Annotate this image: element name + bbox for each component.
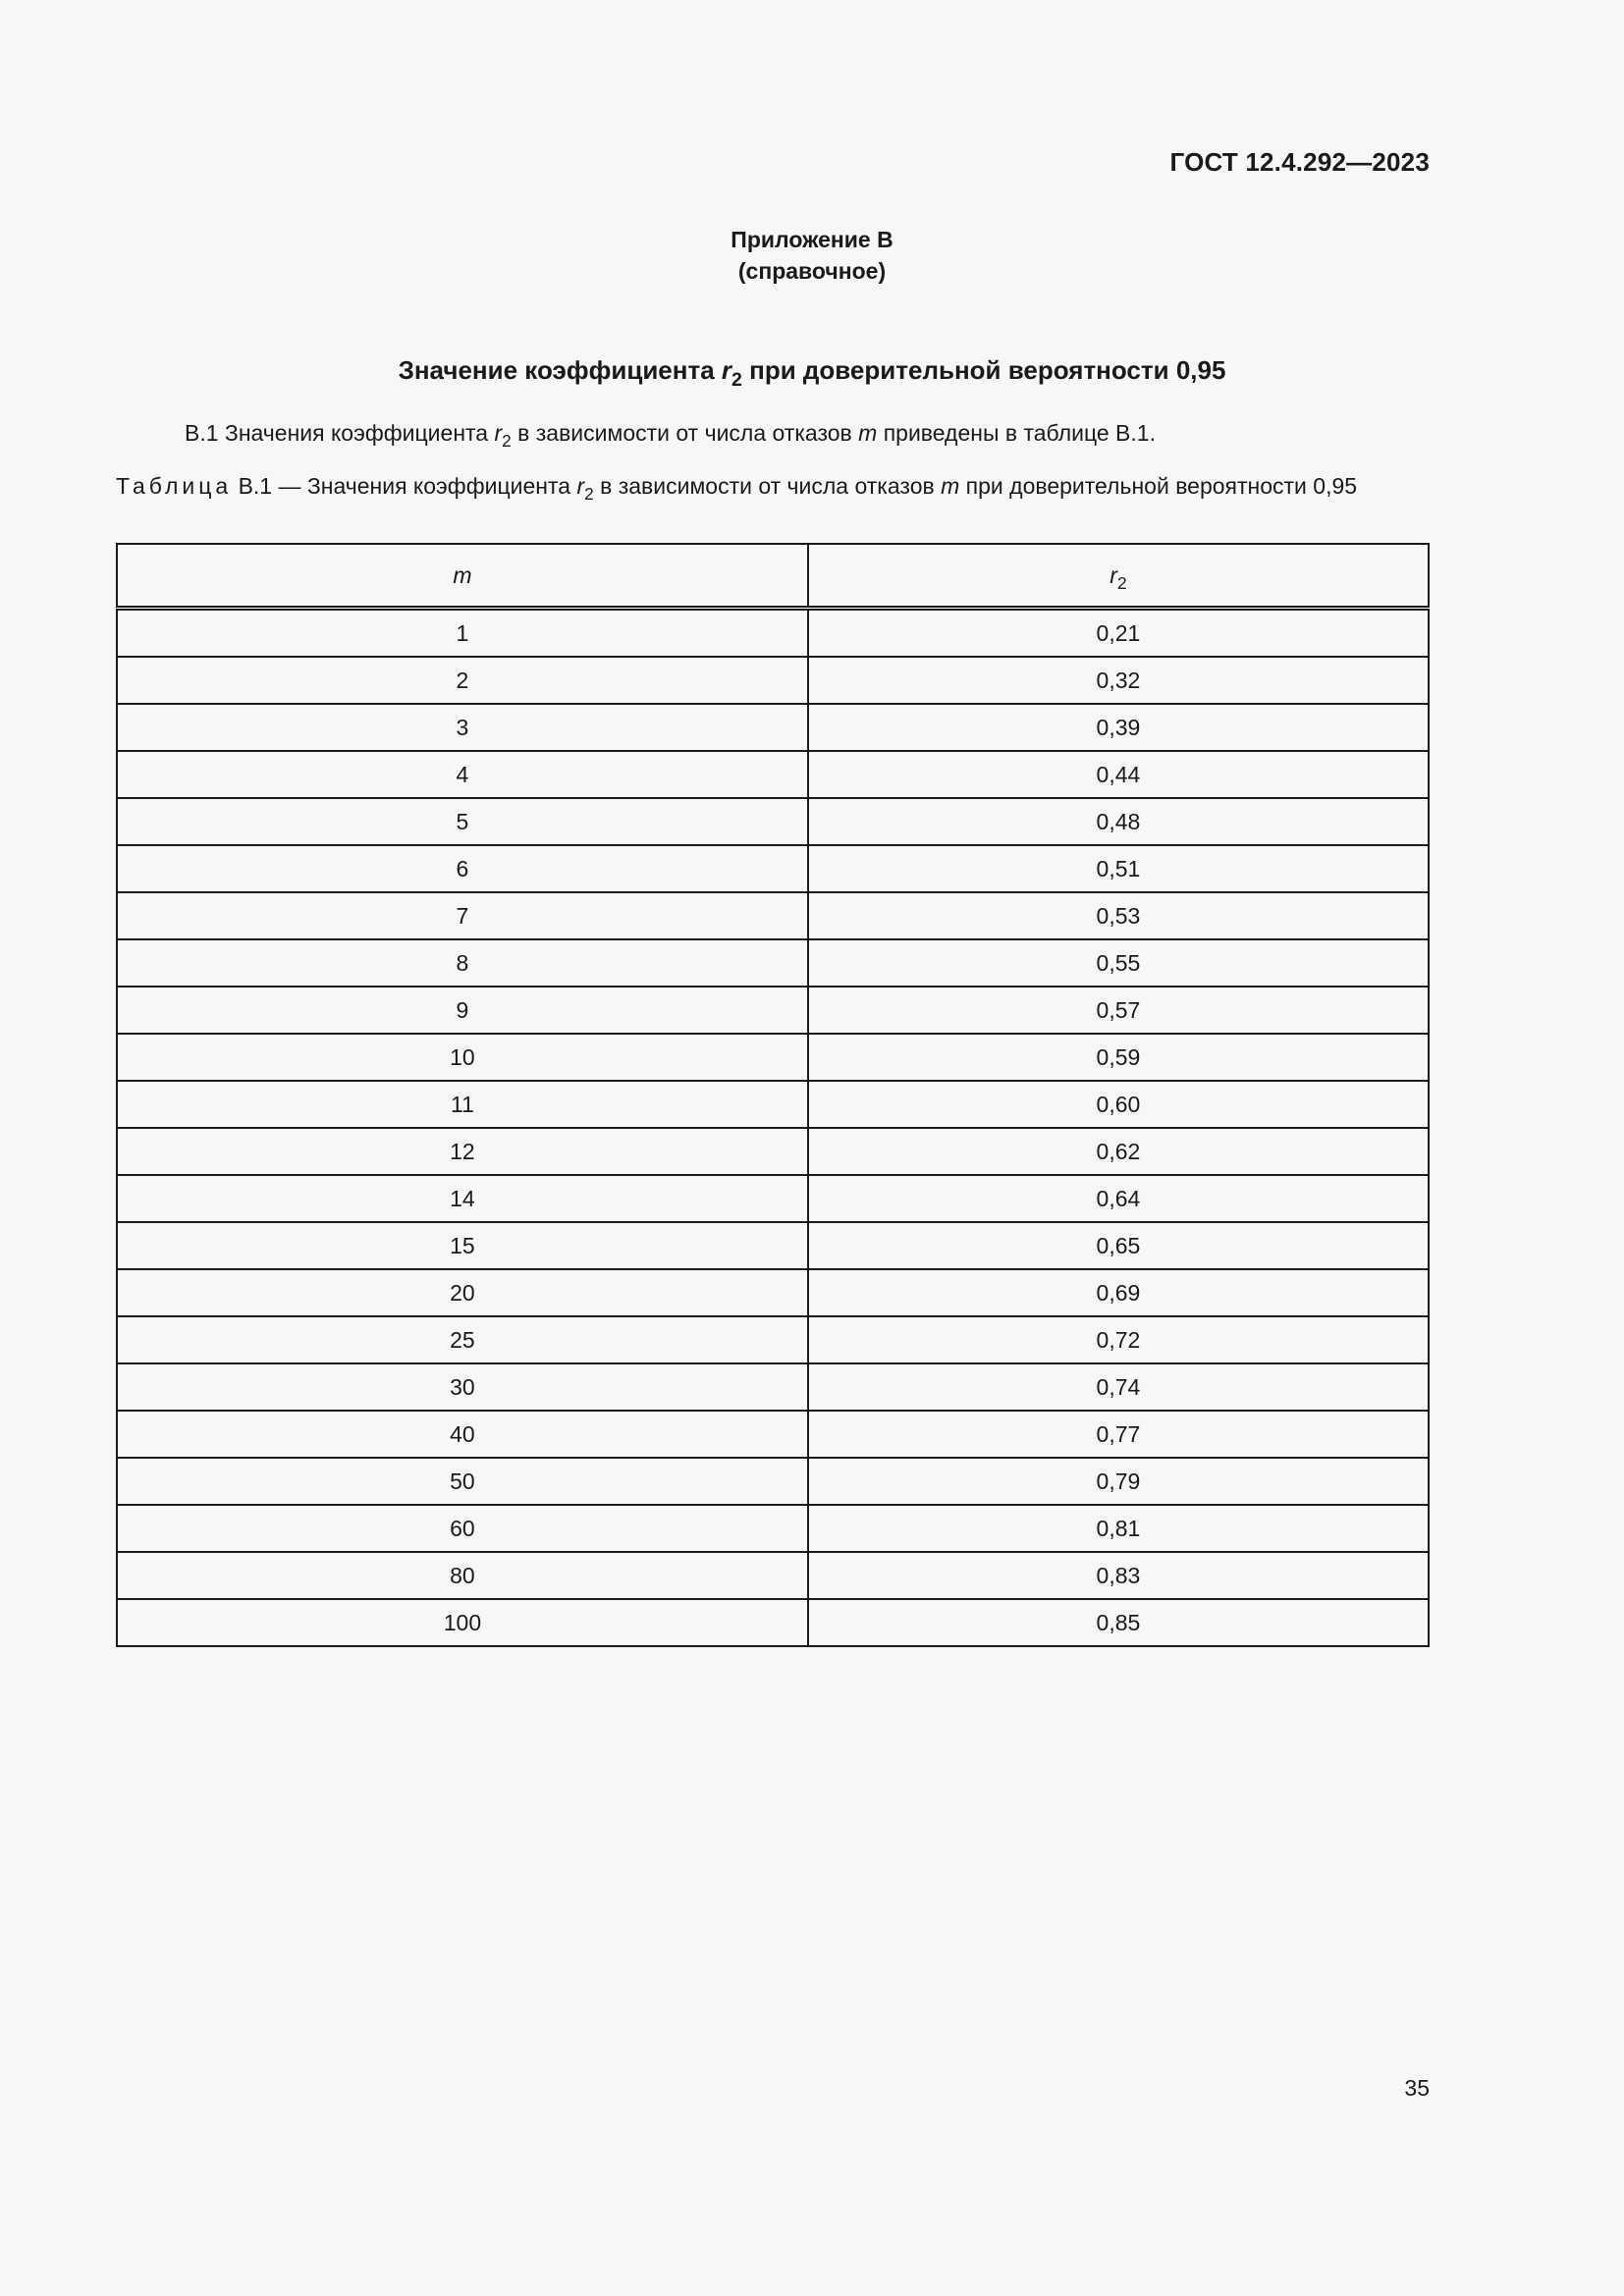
table-row <box>117 798 1429 845</box>
cell-m: 7 <box>117 892 808 939</box>
table-row <box>117 1599 1429 1646</box>
cell-m: 15 <box>117 1222 808 1269</box>
table-body <box>117 609 1429 1647</box>
page-number: 35 <box>1404 2075 1430 2101</box>
table-row <box>117 1411 1429 1458</box>
cell-r2: 0,69 <box>808 1269 1429 1316</box>
appendix-heading <box>0 224 1624 287</box>
table-row <box>117 892 1429 939</box>
cell-r2: 0,62 <box>808 1128 1429 1175</box>
table-row <box>117 657 1429 704</box>
table-row <box>117 1458 1429 1505</box>
cell-r2: 0,81 <box>808 1505 1429 1552</box>
cell-m: 10 <box>117 1034 808 1081</box>
table-row <box>117 609 1429 658</box>
document-code: ГОСТ 12.4.292—2023 <box>1169 147 1430 177</box>
coefficient-table <box>116 543 1430 1647</box>
caption-var-r-subscript: 2 <box>584 484 594 505</box>
cell-r2: 0,44 <box>808 751 1429 798</box>
cell-m: 9 <box>117 987 808 1034</box>
table-row <box>117 1363 1429 1411</box>
table-row <box>117 1552 1429 1599</box>
paragraph-var-m: m <box>858 420 878 446</box>
table-row <box>117 704 1429 751</box>
cell-r2: 0,51 <box>808 845 1429 892</box>
cell-m: 50 <box>117 1458 808 1505</box>
cell-r2: 0,83 <box>808 1552 1429 1599</box>
cell-m: 8 <box>117 939 808 987</box>
cell-m: 1 <box>117 609 808 658</box>
cell-r2: 0,32 <box>808 657 1429 704</box>
cell-r2: 0,72 <box>808 1316 1429 1363</box>
title-text-after: при доверительной вероятности 0,95 <box>741 355 1226 385</box>
cell-m: 6 <box>117 845 808 892</box>
table-row <box>117 1034 1429 1081</box>
cell-m: 80 <box>117 1552 808 1599</box>
table-row <box>117 1269 1429 1316</box>
paragraph-number: В.1 <box>185 420 219 446</box>
appendix-status: (справочное) <box>737 258 887 284</box>
header-r2 <box>808 544 1429 609</box>
title-text-before: Значение коэффициента <box>398 355 722 385</box>
paragraph-var-r: r <box>494 420 503 446</box>
cell-r2: 0,39 <box>808 704 1429 751</box>
table-caption <box>116 471 1430 505</box>
cell-r2: 0,21 <box>808 609 1429 658</box>
cell-r2: 0,60 <box>808 1081 1429 1128</box>
cell-m: 4 <box>117 751 808 798</box>
cell-m: 30 <box>117 1363 808 1411</box>
table-row <box>117 845 1429 892</box>
cell-m: 20 <box>117 1269 808 1316</box>
table-row <box>117 1175 1429 1222</box>
cell-r2: 0,79 <box>808 1458 1429 1505</box>
caption-text-before: В.1 — Значения коэффициента <box>232 473 577 499</box>
cell-r2: 0,48 <box>808 798 1429 845</box>
cell-m: 100 <box>117 1599 808 1646</box>
table-row <box>117 1081 1429 1128</box>
cell-m: 3 <box>117 704 808 751</box>
table-row <box>117 751 1429 798</box>
cell-r2: 0,64 <box>808 1175 1429 1222</box>
paragraph-text-before: Значения коэффициента <box>218 420 495 446</box>
header-r-label: r <box>1110 561 1117 588</box>
cell-r2: 0,85 <box>808 1599 1429 1646</box>
header-r-subscript: 2 <box>1116 572 1127 593</box>
table-row <box>117 939 1429 987</box>
cell-m: 12 <box>117 1128 808 1175</box>
appendix-label: Приложение В <box>731 227 893 252</box>
caption-var-m: m <box>941 473 960 499</box>
cell-r2: 0,77 <box>808 1411 1429 1458</box>
paragraph-b1 <box>185 420 1156 452</box>
header-m-label: m <box>453 561 472 588</box>
table-row <box>117 1128 1429 1175</box>
paragraph-text-after: приведены в таблице В.1. <box>877 420 1156 446</box>
table-row <box>117 1316 1429 1363</box>
cell-m: 5 <box>117 798 808 845</box>
title-variable: r <box>721 355 732 385</box>
cell-m: 60 <box>117 1505 808 1552</box>
cell-r2: 0,74 <box>808 1363 1429 1411</box>
table-row <box>117 1505 1429 1552</box>
cell-r2: 0,57 <box>808 987 1429 1034</box>
cell-m: 14 <box>117 1175 808 1222</box>
cell-m: 25 <box>117 1316 808 1363</box>
caption-label: Таблица <box>116 473 233 499</box>
table-row <box>117 1222 1429 1269</box>
cell-m: 40 <box>117 1411 808 1458</box>
caption-text-after: при доверительной вероятности 0,95 <box>959 473 1358 499</box>
cell-m: 11 <box>117 1081 808 1128</box>
caption-text-mid: в зависимости от числа отказов <box>593 473 942 499</box>
cell-r2: 0,55 <box>808 939 1429 987</box>
appendix-title <box>0 355 1624 391</box>
header-m <box>117 544 808 609</box>
table-header-row <box>117 544 1429 609</box>
cell-r2: 0,59 <box>808 1034 1429 1081</box>
caption-var-r: r <box>576 473 585 499</box>
paragraph-var-r-subscript: 2 <box>502 431 512 452</box>
cell-r2: 0,53 <box>808 892 1429 939</box>
cell-m: 2 <box>117 657 808 704</box>
table-row <box>117 987 1429 1034</box>
cell-r2: 0,65 <box>808 1222 1429 1269</box>
title-variable-subscript: 2 <box>731 368 742 391</box>
paragraph-text-mid: в зависимости от числа отказов <box>511 420 859 446</box>
